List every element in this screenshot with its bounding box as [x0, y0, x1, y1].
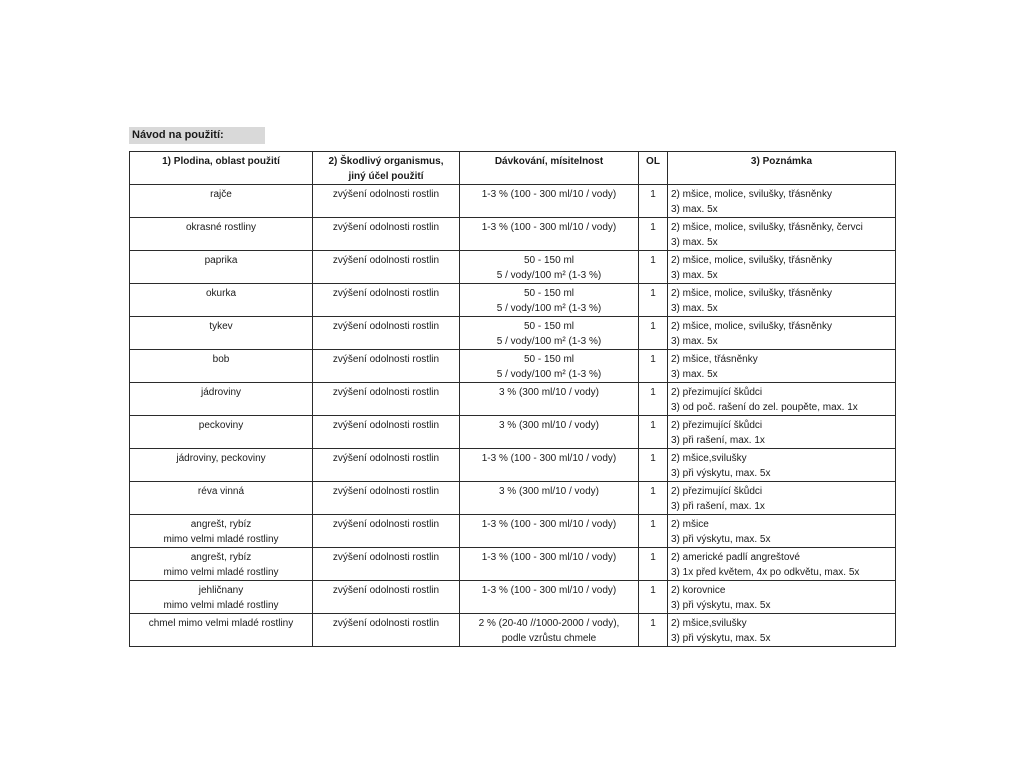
cell-dose-line: 1-3 % (100 - 300 ml/10 / vody): [481, 585, 617, 596]
cell-ol: 1: [639, 581, 668, 614]
cell-note-line: 2) mšice, třásněnky: [671, 354, 758, 365]
cell-dose-line: 2 % (20-40 //1000-2000 / vody),: [478, 618, 620, 629]
usage-table: [129, 151, 896, 647]
cell-pest-line: zvýšení odolnosti rostlin: [332, 618, 440, 629]
cell-note: [668, 548, 896, 581]
cell-note-line: 2) mšice, molice, svilušky, třásněnky, červci: [671, 222, 863, 233]
cell-note-line: 3) max. 5x: [671, 336, 718, 347]
cell-pest-line: zvýšení odolnosti rostlin: [332, 222, 440, 233]
cell-note: [668, 383, 896, 416]
cell-ol: 1: [639, 218, 668, 251]
cell-pest: [313, 581, 460, 614]
cell-dose: [460, 482, 639, 515]
header-dose: [460, 152, 639, 185]
table-row: [130, 614, 896, 647]
cell-crop: [130, 515, 313, 548]
cell-crop-line: réva vinná: [197, 486, 245, 497]
cell-crop: [130, 449, 313, 482]
cell-note-line: 3) při výskytu, max. 5x: [671, 468, 771, 479]
cell-note-line: 2) mšice,svilušky: [671, 453, 747, 464]
cell-dose: [460, 185, 639, 218]
cell-crop: [130, 548, 313, 581]
cell-pest-line: zvýšení odolnosti rostlin: [332, 585, 440, 596]
cell-dose: [460, 284, 639, 317]
cell-dose-line: 50 - 150 ml: [523, 255, 575, 266]
cell-note-line: 3) při výskytu, max. 5x: [671, 534, 771, 545]
cell-dose-line: 5 / vody/100 m² (1-3 %): [496, 270, 602, 281]
cell-ol: 1: [639, 416, 668, 449]
cell-ol: 1: [639, 251, 668, 284]
cell-note-line: 3) při rašení, max. 1x: [671, 435, 765, 446]
cell-pest-line: zvýšení odolnosti rostlin: [332, 387, 440, 398]
cell-pest-line: zvýšení odolnosti rostlin: [332, 354, 440, 365]
cell-pest: [313, 317, 460, 350]
cell-dose: [460, 581, 639, 614]
cell-ol: 1: [639, 548, 668, 581]
cell-crop: [130, 581, 313, 614]
cell-pest-line: zvýšení odolnosti rostlin: [332, 519, 440, 530]
header-line: 2) Škodlivý organismus,: [328, 156, 444, 167]
cell-dose-line: 50 - 150 ml: [523, 321, 575, 332]
cell-crop: [130, 284, 313, 317]
cell-pest: [313, 350, 460, 383]
cell-note: [668, 251, 896, 284]
cell-note: [668, 482, 896, 515]
cell-dose: [460, 317, 639, 350]
cell-ol: 1: [639, 185, 668, 218]
table-row: [130, 581, 896, 614]
cell-crop-line: mimo velmi mladé rostliny: [163, 567, 279, 578]
cell-note-line: 3) od poč. rašení do zel. poupěte, max. 1x: [671, 402, 858, 413]
cell-note-line: 3) při výskytu, max. 5x: [671, 600, 771, 611]
cell-ol: 1: [639, 614, 668, 647]
cell-note-line: 2) přezimující škůdci: [671, 420, 763, 431]
cell-note-line: 3) max. 5x: [671, 303, 718, 314]
cell-crop-line: jádroviny, peckoviny: [176, 453, 266, 464]
cell-note-line: 3) max. 5x: [671, 237, 718, 248]
cell-note-line: 2) mšice, molice, svilušky, třásněnky: [671, 189, 832, 200]
cell-note-line: 2) přezimující škůdci: [671, 486, 763, 497]
cell-crop-line: jehličnany: [198, 585, 244, 596]
cell-dose: [460, 251, 639, 284]
cell-note-line: 2) mšice, molice, svilušky, třásněnky: [671, 255, 832, 266]
cell-crop-line: tykev: [209, 321, 233, 332]
cell-note-line: 3) max. 5x: [671, 369, 718, 380]
table-row: [130, 482, 896, 515]
cell-note: [668, 317, 896, 350]
cell-pest-line: zvýšení odolnosti rostlin: [332, 453, 440, 464]
cell-ol: 1: [639, 383, 668, 416]
header-note: [668, 152, 896, 185]
cell-dose-line: 5 / vody/100 m² (1-3 %): [496, 303, 602, 314]
cell-pest: [313, 614, 460, 647]
cell-pest: [313, 185, 460, 218]
cell-note-line: 3) max. 5x: [671, 270, 718, 281]
cell-dose-line: 1-3 % (100 - 300 ml/10 / vody): [481, 189, 617, 200]
cell-note-line: 2) mšice, molice, svilušky, třásněnky: [671, 288, 832, 299]
cell-dose-line: 3 % (300 ml/10 / vody): [498, 387, 600, 398]
cell-pest: [313, 482, 460, 515]
cell-pest: [313, 218, 460, 251]
header-line: 3) Poznámka: [750, 156, 813, 167]
cell-pest-line: zvýšení odolnosti rostlin: [332, 255, 440, 266]
cell-crop-line: mimo velmi mladé rostliny: [163, 600, 279, 611]
header-pest: [313, 152, 460, 185]
cell-crop-line: okurka: [205, 288, 236, 299]
cell-crop-line: peckoviny: [198, 420, 244, 431]
cell-dose-line: 50 - 150 ml: [523, 354, 575, 365]
cell-crop: [130, 185, 313, 218]
table-row: [130, 284, 896, 317]
cell-ol: 1: [639, 515, 668, 548]
cell-pest: [313, 251, 460, 284]
table-body: [130, 185, 896, 647]
header-line: 1) Plodina, oblast použití: [162, 156, 280, 167]
cell-dose-line: 1-3 % (100 - 300 ml/10 / vody): [481, 519, 617, 530]
table-row: [130, 416, 896, 449]
cell-note-line: 2) mšice, molice, svilušky, třásněnky: [671, 321, 832, 332]
cell-note-line: 3) 1x před květem, 4x po odkvětu, max. 5x: [671, 567, 860, 578]
cell-note-line: 2) mšice: [671, 519, 709, 530]
cell-dose: [460, 416, 639, 449]
cell-note-line: 2) korovnice: [671, 585, 726, 596]
cell-pest-line: zvýšení odolnosti rostlin: [332, 420, 440, 431]
table-row: [130, 449, 896, 482]
cell-note-line: 2) americké padlí angreštové: [671, 552, 800, 563]
cell-note: [668, 515, 896, 548]
cell-crop: [130, 614, 313, 647]
cell-ol: 1: [639, 284, 668, 317]
cell-dose: [460, 350, 639, 383]
cell-dose: [460, 383, 639, 416]
cell-crop: [130, 218, 313, 251]
header-line: jiný účel použití: [348, 171, 424, 182]
cell-crop: [130, 350, 313, 383]
cell-note: [668, 185, 896, 218]
cell-dose-line: 50 - 150 ml: [523, 288, 575, 299]
cell-note: [668, 350, 896, 383]
cell-crop: [130, 416, 313, 449]
cell-note-line: 2) mšice,svilušky: [671, 618, 747, 629]
cell-ol: 1: [639, 482, 668, 515]
cell-crop-line: okrasné rostliny: [185, 222, 257, 233]
cell-note: [668, 284, 896, 317]
cell-pest: [313, 284, 460, 317]
cell-note-line: 3) max. 5x: [671, 204, 718, 215]
cell-dose: [460, 614, 639, 647]
cell-note: [668, 449, 896, 482]
cell-pest: [313, 515, 460, 548]
cell-dose: [460, 548, 639, 581]
cell-note: [668, 416, 896, 449]
cell-pest: [313, 416, 460, 449]
cell-note-line: 2) přezimující škůdci: [671, 387, 763, 398]
cell-dose: [460, 449, 639, 482]
cell-crop-line: paprika: [204, 255, 238, 266]
table-row: [130, 218, 896, 251]
cell-dose-line: 1-3 % (100 - 300 ml/10 / vody): [481, 552, 617, 563]
table-row: [130, 548, 896, 581]
table-row: [130, 350, 896, 383]
cell-crop: [130, 317, 313, 350]
cell-ol: 1: [639, 350, 668, 383]
cell-crop: [130, 482, 313, 515]
cell-pest-line: zvýšení odolnosti rostlin: [332, 288, 440, 299]
cell-crop-line: angrešt, rybíz: [190, 519, 252, 530]
cell-crop-line: mimo velmi mladé rostliny: [163, 534, 279, 545]
cell-dose-line: 3 % (300 ml/10 / vody): [498, 420, 600, 431]
table-row: [130, 383, 896, 416]
cell-crop-line: angrešt, rybíz: [190, 552, 252, 563]
cell-dose-line: 1-3 % (100 - 300 ml/10 / vody): [481, 222, 617, 233]
cell-ol: 1: [639, 449, 668, 482]
cell-note: [668, 218, 896, 251]
table-row: [130, 185, 896, 218]
cell-crop-line: bob: [212, 354, 230, 365]
cell-crop-line: jádroviny: [200, 387, 242, 398]
cell-crop: [130, 383, 313, 416]
header-ol: [639, 152, 668, 185]
cell-note-line: 3) při výskytu, max. 5x: [671, 633, 771, 644]
cell-note-line: 3) při rašení, max. 1x: [671, 501, 765, 512]
cell-pest-line: zvýšení odolnosti rostlin: [332, 189, 440, 200]
cell-dose: [460, 218, 639, 251]
cell-pest-line: zvýšení odolnosti rostlin: [332, 552, 440, 563]
table-row: [130, 251, 896, 284]
cell-crop-line: chmel mimo velmi mladé rostliny: [148, 618, 294, 629]
cell-pest-line: zvýšení odolnosti rostlin: [332, 486, 440, 497]
cell-note: [668, 614, 896, 647]
cell-dose: [460, 515, 639, 548]
cell-dose-line: 5 / vody/100 m² (1-3 %): [496, 336, 602, 347]
cell-pest: [313, 449, 460, 482]
cell-crop: [130, 251, 313, 284]
table-header-row: [130, 152, 896, 185]
table-row: [130, 317, 896, 350]
cell-dose-line: 3 % (300 ml/10 / vody): [498, 486, 600, 497]
cell-crop-line: rajče: [210, 189, 232, 200]
cell-dose-line: 5 / vody/100 m² (1-3 %): [496, 369, 602, 380]
header-line: Dávkování, mísitelnost: [494, 156, 604, 167]
cell-pest: [313, 548, 460, 581]
header-crop: [130, 152, 313, 185]
table-row: [130, 515, 896, 548]
cell-dose-line: podle vzrůstu chmele: [501, 633, 597, 644]
header-line: OL: [646, 156, 660, 167]
cell-pest-line: zvýšení odolnosti rostlin: [332, 321, 440, 332]
cell-pest: [313, 383, 460, 416]
cell-note: [668, 581, 896, 614]
page-title: Návod na použití:: [129, 127, 265, 144]
cell-dose-line: 1-3 % (100 - 300 ml/10 / vody): [481, 453, 617, 464]
cell-ol: 1: [639, 317, 668, 350]
